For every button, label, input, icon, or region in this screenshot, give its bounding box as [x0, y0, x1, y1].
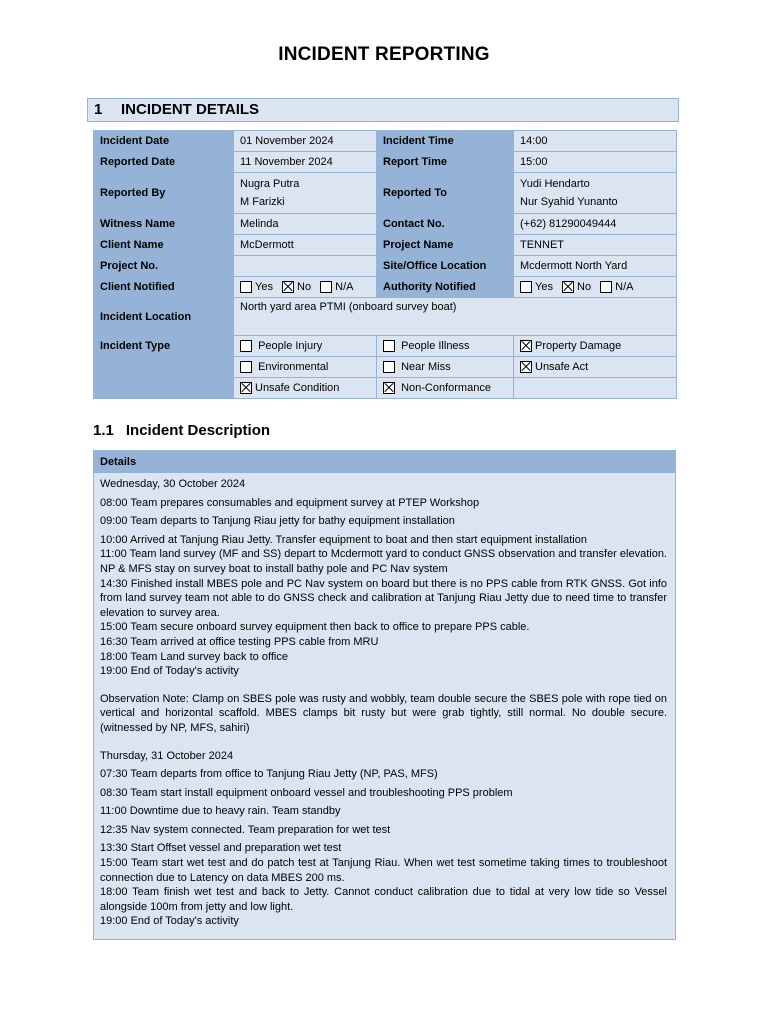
- subsection-heading-incident-description: [93, 422, 270, 439]
- reported-by-name-2: M Farizki: [240, 196, 285, 208]
- report-time-value: 15:00: [514, 152, 677, 173]
- subsection-number: 1.1: [93, 422, 114, 439]
- document-title: INCIDENT REPORTING: [278, 44, 490, 65]
- reported-to-name-1: Yudi Hendarto: [520, 178, 590, 190]
- type-property-damage[interactable]: Property Damage: [514, 336, 677, 357]
- description-line: 08:30 Team start install equipment onboard vessel and troubleshooting PPS problem: [100, 786, 513, 799]
- client-notified-label: Client Notified: [94, 277, 234, 298]
- incident-date-value: 01 November 2024: [234, 131, 377, 152]
- description-line: 15:00 Team secure onboard survey equipment then back to office to prepare PPS cable.: [100, 621, 530, 634]
- checkbox-empty-icon[interactable]: [320, 281, 332, 293]
- incident-description-box: [93, 450, 676, 940]
- authority-notified-yes[interactable]: Yes: [520, 281, 553, 293]
- reported-to-name-2: Nur Syahid Yunanto: [520, 196, 618, 208]
- section-title: INCIDENT DETAILS: [121, 101, 260, 118]
- description-line: 19:00 End of Today's activity: [100, 665, 239, 678]
- section-heading-incident-details: [87, 98, 679, 122]
- checkbox-checked-icon[interactable]: [383, 382, 395, 394]
- description-line: 13:30 Start Offset vessel and preparation wet test: [100, 842, 342, 855]
- incident-details-table: [93, 130, 677, 399]
- checkbox-checked-icon[interactable]: [240, 382, 252, 394]
- description-line: 10:00 Arrived at Tanjung Riau Jetty. Transfer equipment to boat and then start equipment installation: [100, 533, 587, 546]
- checkbox-empty-icon[interactable]: [240, 281, 252, 293]
- description-line: 19:00 End of Today's activity: [100, 915, 239, 928]
- incident-time-label: Incident Time: [377, 131, 514, 152]
- section-number: 1: [94, 101, 103, 118]
- witness-name-value: Melinda: [234, 214, 377, 235]
- reported-by-value: [234, 173, 377, 214]
- client-name-value: McDermott: [234, 235, 377, 256]
- incident-location-value: North yard area PTMI (onboard survey boat): [234, 298, 677, 336]
- authority-notified-no[interactable]: No: [562, 281, 591, 293]
- contact-no-label: Contact No.: [377, 214, 514, 235]
- checkbox-checked-icon[interactable]: [520, 361, 532, 373]
- authority-notified-label: Authority Notified: [377, 277, 514, 298]
- client-notified-na[interactable]: N/A: [320, 281, 353, 293]
- description-line: 11:00 Team land survey (MF and SS) depart to Mcdermott yard to conduct GNSS observation and transfer elevation. NP & MFS stay on survey boat to install bathy pole and PC Nav system: [100, 548, 667, 575]
- checkbox-empty-icon[interactable]: [240, 340, 252, 352]
- type-non-conformance[interactable]: Non-Conformance: [377, 378, 514, 399]
- type-people-injury[interactable]: People Injury: [234, 336, 377, 357]
- description-line: Thursday, 31 October 2024: [100, 749, 234, 762]
- description-line: 18:00 Team Land survey back to office: [100, 650, 288, 663]
- witness-name-label: Witness Name: [94, 214, 234, 235]
- description-line: 18:00 Team finish wet test and back to Jetty. Cannot conduct calibration due to tidal at very low tide so Vessel alongside 100m from jetty and low light.: [100, 886, 667, 913]
- report-time-label: Report Time: [377, 152, 514, 173]
- site-location-value: Mcdermott North Yard: [514, 256, 677, 277]
- type-near-miss[interactable]: Near Miss: [377, 357, 514, 378]
- reported-to-label: Reported To: [377, 173, 514, 214]
- checkbox-empty-icon[interactable]: [240, 361, 252, 373]
- reported-by-label: Reported By: [94, 173, 234, 214]
- checkbox-checked-icon[interactable]: [282, 281, 294, 293]
- incident-time-value: 14:00: [514, 131, 677, 152]
- description-line: 14:30 Finished install MBES pole and PC Nav system on board but there is no PPS cable from RTK GNSS. Got info from land survey team not able to do GNSS check and calibration at Tanjung Riau Jetty due to need time to transfer elevation to survey area.: [100, 577, 667, 619]
- type-environmental[interactable]: Environmental: [234, 357, 377, 378]
- reported-to-value: [514, 173, 677, 214]
- checkbox-empty-icon[interactable]: [600, 281, 612, 293]
- description-header: Details: [94, 451, 675, 473]
- checkbox-empty-icon[interactable]: [383, 340, 395, 352]
- description-line: 07:30 Team departs from office to Tanjung Riau Jetty (NP, PAS, MFS): [100, 768, 438, 781]
- description-line: 15:00 Team start wet test and do patch test at Tanjung Riau. When wet test sometime taking times to troubleshoot connection due to Latency on data MBES 200 ms.: [100, 857, 667, 884]
- project-no-value: [234, 256, 377, 277]
- incident-type-label: Incident Type: [94, 336, 234, 399]
- incident-date-label: Incident Date: [94, 131, 234, 152]
- site-location-label: Site/Office Location: [377, 256, 514, 277]
- description-line: 11:00 Downtime due to heavy rain. Team standby: [100, 805, 341, 818]
- description-line: 12:35 Nav system connected. Team preparation for wet test: [100, 823, 391, 836]
- project-no-label: Project No.: [94, 256, 234, 277]
- client-notified-yes[interactable]: Yes: [240, 281, 273, 293]
- checkbox-checked-icon[interactable]: [562, 281, 574, 293]
- checkbox-empty-icon[interactable]: [520, 281, 532, 293]
- description-body: [94, 473, 675, 929]
- description-line: 09:00 Team departs to Tanjung Riau jetty for bathy equipment installation: [100, 515, 455, 528]
- checkbox-empty-icon[interactable]: [383, 361, 395, 373]
- reported-date-value: 11 November 2024: [234, 152, 377, 173]
- checkbox-checked-icon[interactable]: [520, 340, 532, 352]
- project-name-label: Project Name: [377, 235, 514, 256]
- type-empty-cell: [514, 378, 677, 399]
- reported-by-name-1: Nugra Putra: [240, 178, 300, 190]
- project-name-value: TENNET: [514, 235, 677, 256]
- observation-note: Observation Note: Clamp on SBES pole was rusty and wobbly, team double secure the SBES pole with rope tied on vertical and horizontal scaffold. MBES clamps bit rusty but were grab tightly, still normal. No double secure. (witnessed by NP, MFS, sahiri): [100, 692, 667, 734]
- reported-date-label: Reported Date: [94, 152, 234, 173]
- client-notified-no[interactable]: No: [282, 281, 311, 293]
- type-unsafe-condition[interactable]: Unsafe Condition: [234, 378, 377, 399]
- authority-notified-na[interactable]: N/A: [600, 281, 633, 293]
- contact-no-value: (+62) 81290049444: [514, 214, 677, 235]
- authority-notified-options: [514, 277, 677, 298]
- description-line: 16:30 Team arrived at office testing PPS cable from MRU: [100, 635, 379, 648]
- description-line: Wednesday, 30 October 2024: [100, 478, 246, 490]
- client-notified-options: [234, 277, 377, 298]
- description-line: 08:00 Team prepares consumables and equipment survey at PTEP Workshop: [100, 496, 480, 509]
- client-name-label: Client Name: [94, 235, 234, 256]
- incident-location-label: Incident Location: [94, 298, 234, 336]
- subsection-title: Incident Description: [125, 422, 271, 439]
- type-unsafe-act[interactable]: Unsafe Act: [514, 357, 677, 378]
- type-people-illness[interactable]: People Illness: [377, 336, 514, 357]
